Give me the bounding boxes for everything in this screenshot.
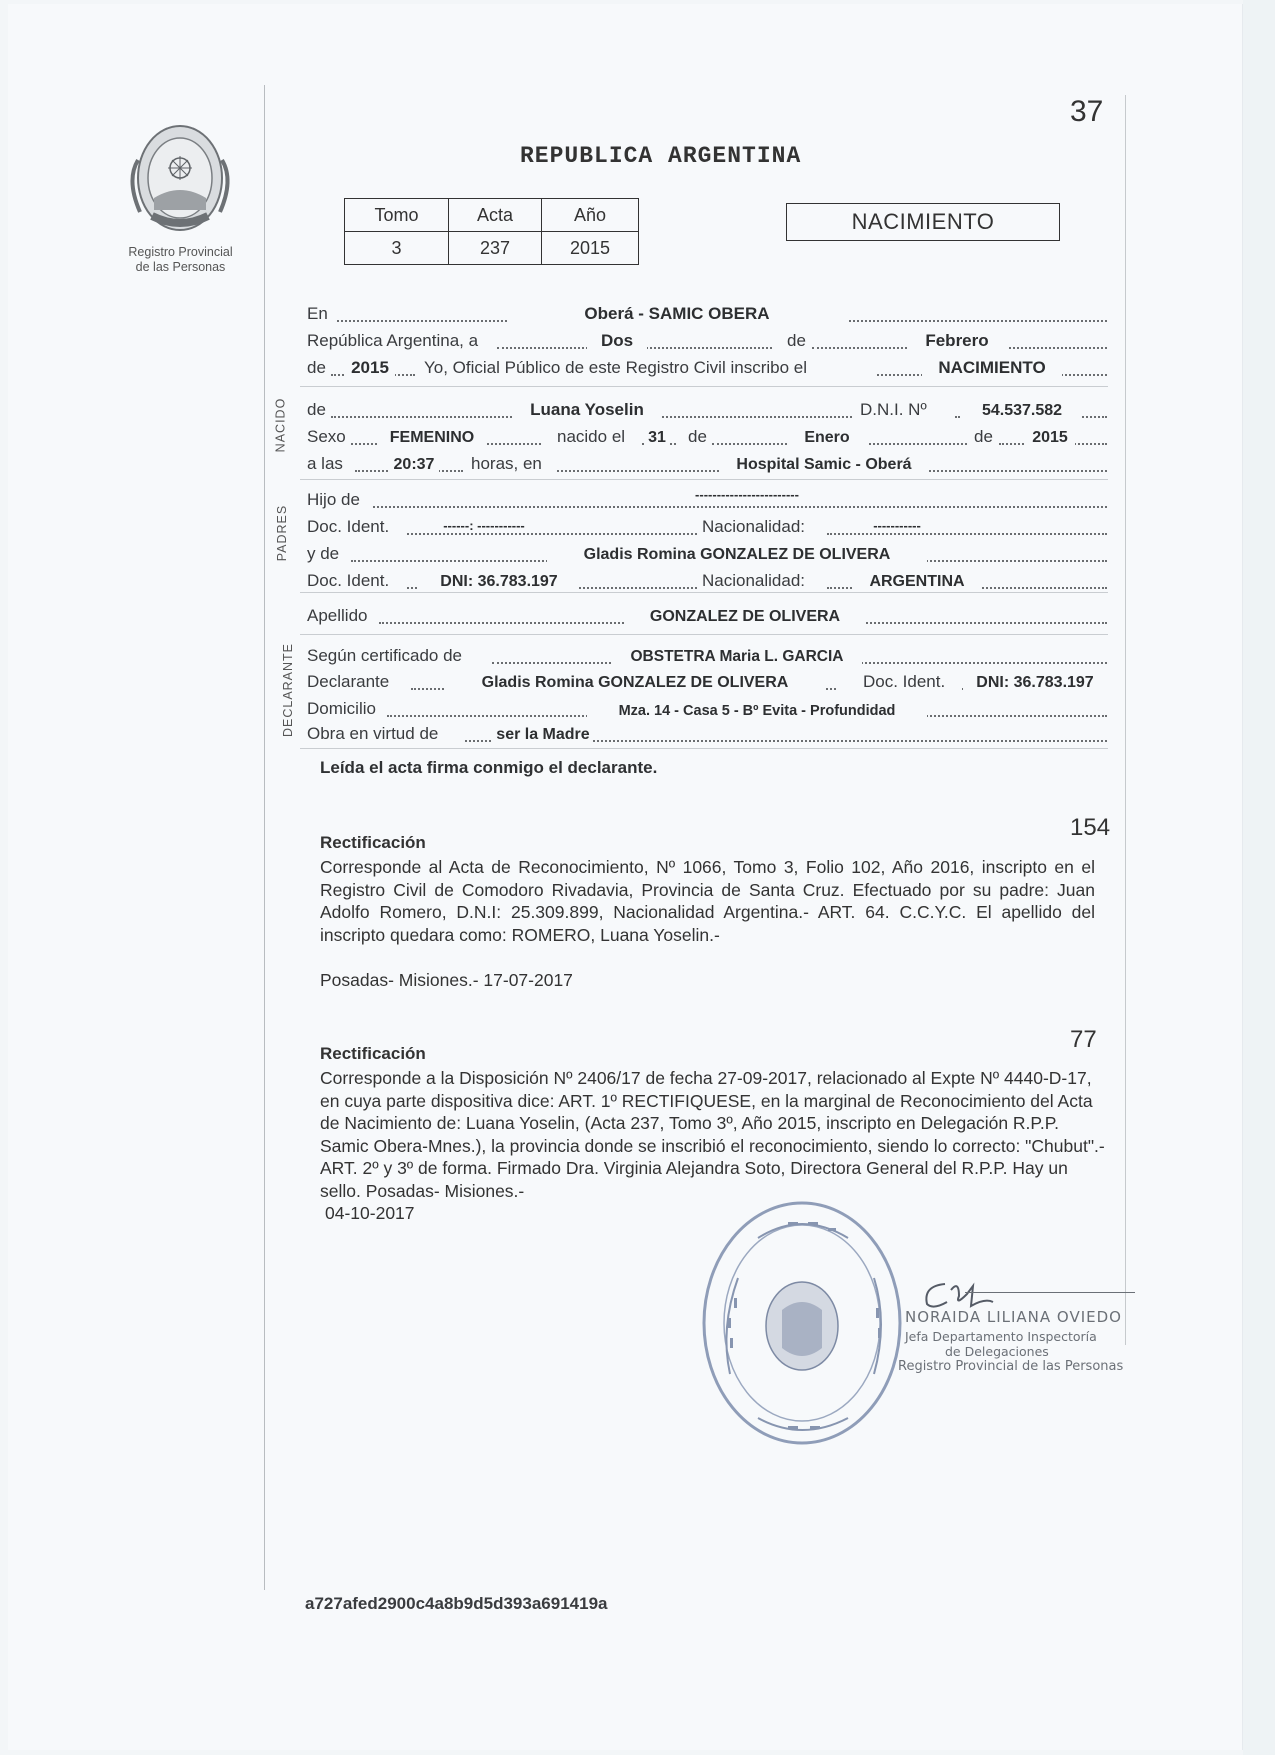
- label-a-las: a las: [307, 454, 343, 473]
- signature-title-2: de Delegaciones: [945, 1344, 1049, 1359]
- value-father-doc: ------: -----------: [419, 518, 549, 533]
- value-tomo: 3: [345, 232, 449, 265]
- closing-statement: Leída el acta firma conmigo el declarante.: [320, 758, 658, 777]
- value-birth-month: Enero: [787, 429, 867, 447]
- row-sex: [307, 425, 1107, 449]
- row-declarant: [307, 670, 1107, 694]
- value-address: Mza. 14 - Casa 5 - Bº Evita - Profundidad: [587, 703, 927, 719]
- label-horas-en: horas, en: [471, 454, 542, 473]
- row-name: [307, 398, 1107, 422]
- value-declarant-doc: DNI: 36.783.197: [963, 674, 1107, 692]
- label-doc-ident: Doc. Ident.: [307, 571, 390, 590]
- label-doc-ident-short: Doc. Ident.: [863, 672, 946, 691]
- row-mother-doc: [307, 569, 1107, 593]
- value-day: Dos: [587, 331, 647, 351]
- rectification-footer: Posadas- Misiones.- 17-07-2017: [320, 970, 573, 990]
- separator: [300, 386, 1108, 387]
- label-apellido: Apellido: [307, 606, 368, 625]
- registry-logo: [118, 120, 243, 275]
- value-capacity: ser la Madre: [493, 726, 593, 744]
- label-de: de: [787, 331, 806, 350]
- label-republica: República Argentina, a: [307, 331, 479, 350]
- signature-block: [898, 1300, 1135, 1374]
- scan-edge: [1243, 0, 1275, 1755]
- label-yo: Yo, Oficial Público de este Registro Civil inscribo el: [424, 358, 807, 377]
- value-time: 20:37: [389, 456, 439, 474]
- rectification-body: Corresponde a la Disposición Nº 2406/17 de fecha 27-09-2017, relacionado al Expte Nº 4440-D-17, en cuya parte dispositiva dice: ART. 1º RECTIFIQUESE, en la marginal de Reconocimiento del Acta de Nacimiento de: Luana Yoselin, (Acta 237, Tomo 3º, Año 2015, inscripto en Delegación R.P.P. Samic Obera-Mnes.), la provincia donde se inscribió el reconocimiento, siendo lo correcto: "Chubut".- ART. 2º y 3º de forma. Firmado Dra. Virginia Alejandra Soto, Directora General del R.P.P. Hay un sello. Posadas- Misiones.-: [320, 1068, 1105, 1201]
- signature-title-1: Jefa Departamento Inspectoría: [905, 1329, 1097, 1344]
- label-segun: Según certificado de: [307, 646, 462, 665]
- registry-table: [344, 198, 639, 265]
- country-title: REPUBLICA ARGENTINA: [520, 143, 802, 169]
- label-de-name: de: [307, 400, 326, 419]
- value-mother: Gladis Romina GONZALEZ DE OLIVERA: [547, 546, 927, 564]
- row-time: [307, 452, 1107, 476]
- value-sex: FEMENINO: [377, 429, 487, 447]
- label-y-de: y de: [307, 544, 340, 563]
- right-margin-line: [1125, 95, 1126, 1345]
- row-capacity: [307, 722, 1107, 746]
- handwritten-signature-icon: [915, 1276, 995, 1316]
- value-name: Luana Yoselin: [512, 400, 662, 420]
- row-father: [307, 488, 1107, 512]
- official-stamp-icon: [698, 1198, 908, 1448]
- row-surname: [307, 604, 1107, 628]
- value-dni: 54.537.582: [962, 402, 1082, 420]
- value-hospital: Hospital Samic - Oberá: [719, 456, 929, 474]
- signature-name: NORAIDA LILIANA OVIEDO: [905, 1308, 1122, 1326]
- section-label-padres: PADRES: [275, 504, 290, 562]
- logo-caption-line1: Registro Provincial: [128, 245, 233, 259]
- label-domicilio: Domicilio: [307, 699, 376, 718]
- value-month: Febrero: [907, 331, 1007, 351]
- label-de-year: de: [307, 358, 326, 377]
- value-father: ------------------------: [662, 487, 832, 502]
- label-hijo-de: Hijo de: [307, 490, 360, 509]
- value-anio: 2015: [542, 232, 639, 265]
- header-anio: Año: [542, 199, 639, 232]
- page-number: 37: [1070, 95, 1104, 128]
- label-doc-ident: Doc. Ident.: [307, 517, 390, 536]
- rectification-number: 77: [1070, 1026, 1097, 1053]
- value-record: NACIMIENTO: [922, 358, 1062, 378]
- signature-line: [965, 1292, 1135, 1293]
- rectification-body: Corresponde al Acta de Reconocimiento, Nº 1066, Tomo 3, Folio 102, Año 2016, inscripto en el Registro Civil de Comodoro Rivadavia, Provincia de Santa Cruz. Efectuado por su padre: Juan Adolfo Romero, D.N.I: 25.309.899, Nacionalidad Argentina.- ART. 64. C.C.Y.C. El apellido del inscripto quedara como: ROMERO, Luana Yoselin.-: [320, 857, 1095, 945]
- record-type-box: NACIMIENTO: [786, 203, 1060, 241]
- label-en: En: [307, 304, 328, 323]
- value-mother-nationality: ARGENTINA: [852, 573, 982, 591]
- value-declarant: Gladis Romina GONZALEZ DE OLIVERA: [445, 674, 825, 692]
- row-address: [307, 697, 1107, 721]
- row-mother: [307, 542, 1107, 566]
- rectification-footer: 04-10-2017: [325, 1203, 415, 1223]
- rectification-title: Rectificación: [320, 833, 426, 852]
- header-acta: Acta: [449, 199, 542, 232]
- section-label-declarante: DECLARANTE: [281, 642, 296, 738]
- label-declarante: Declarante: [307, 672, 390, 691]
- label-de-month: de: [688, 427, 707, 446]
- label-nacido-el: nacido el: [557, 427, 626, 446]
- row-date: [307, 329, 1107, 353]
- rectification-title: Rectificación: [320, 1044, 426, 1063]
- left-margin-line: [264, 85, 265, 1590]
- header-tomo: Tomo: [345, 199, 449, 232]
- label-dni: D.N.I. Nº: [854, 400, 927, 420]
- province-seal-icon: [118, 120, 243, 238]
- dotted-line: [827, 533, 1107, 535]
- label-sexo: Sexo: [307, 427, 346, 446]
- value-birth-year: 2015: [1025, 429, 1075, 447]
- separator: [300, 479, 1108, 480]
- rectification-number: 154: [1070, 814, 1111, 841]
- row-father-doc: [307, 515, 1107, 539]
- value-certificate: OBSTETRA Maria L. GARCIA: [612, 648, 862, 666]
- document-hash: a727afed2900c4a8b9d5d393a691419a: [305, 1594, 608, 1613]
- row-place: [307, 302, 1107, 326]
- label-obra: Obra en virtud de: [307, 724, 439, 743]
- separator: [300, 634, 1108, 635]
- label-nacionalidad: Nacionalidad:: [698, 571, 809, 591]
- value-father-nationality: -----------: [852, 518, 942, 533]
- value-surname: GONZALEZ DE OLIVERA: [625, 608, 865, 626]
- row-year: [307, 356, 1107, 380]
- value-year: 2015: [345, 358, 395, 378]
- section-label-nacido: NACIDO: [273, 397, 288, 453]
- logo-caption-line2: de las Personas: [135, 260, 226, 274]
- value-place: Oberá - SAMIC OBERA: [507, 304, 847, 324]
- label-de-year2: de: [974, 427, 993, 446]
- value-acta: 237: [449, 232, 542, 265]
- dotted-line: [373, 506, 1107, 508]
- value-mother-doc: DNI: 36.783.197: [419, 573, 579, 591]
- value-birth-day: 31: [645, 429, 669, 447]
- signature-title-3: Registro Provincial de las Personas: [898, 1359, 1124, 1374]
- separator: [300, 748, 1108, 749]
- row-certificate: [307, 644, 1107, 668]
- label-nacionalidad: Nacionalidad:: [698, 517, 809, 537]
